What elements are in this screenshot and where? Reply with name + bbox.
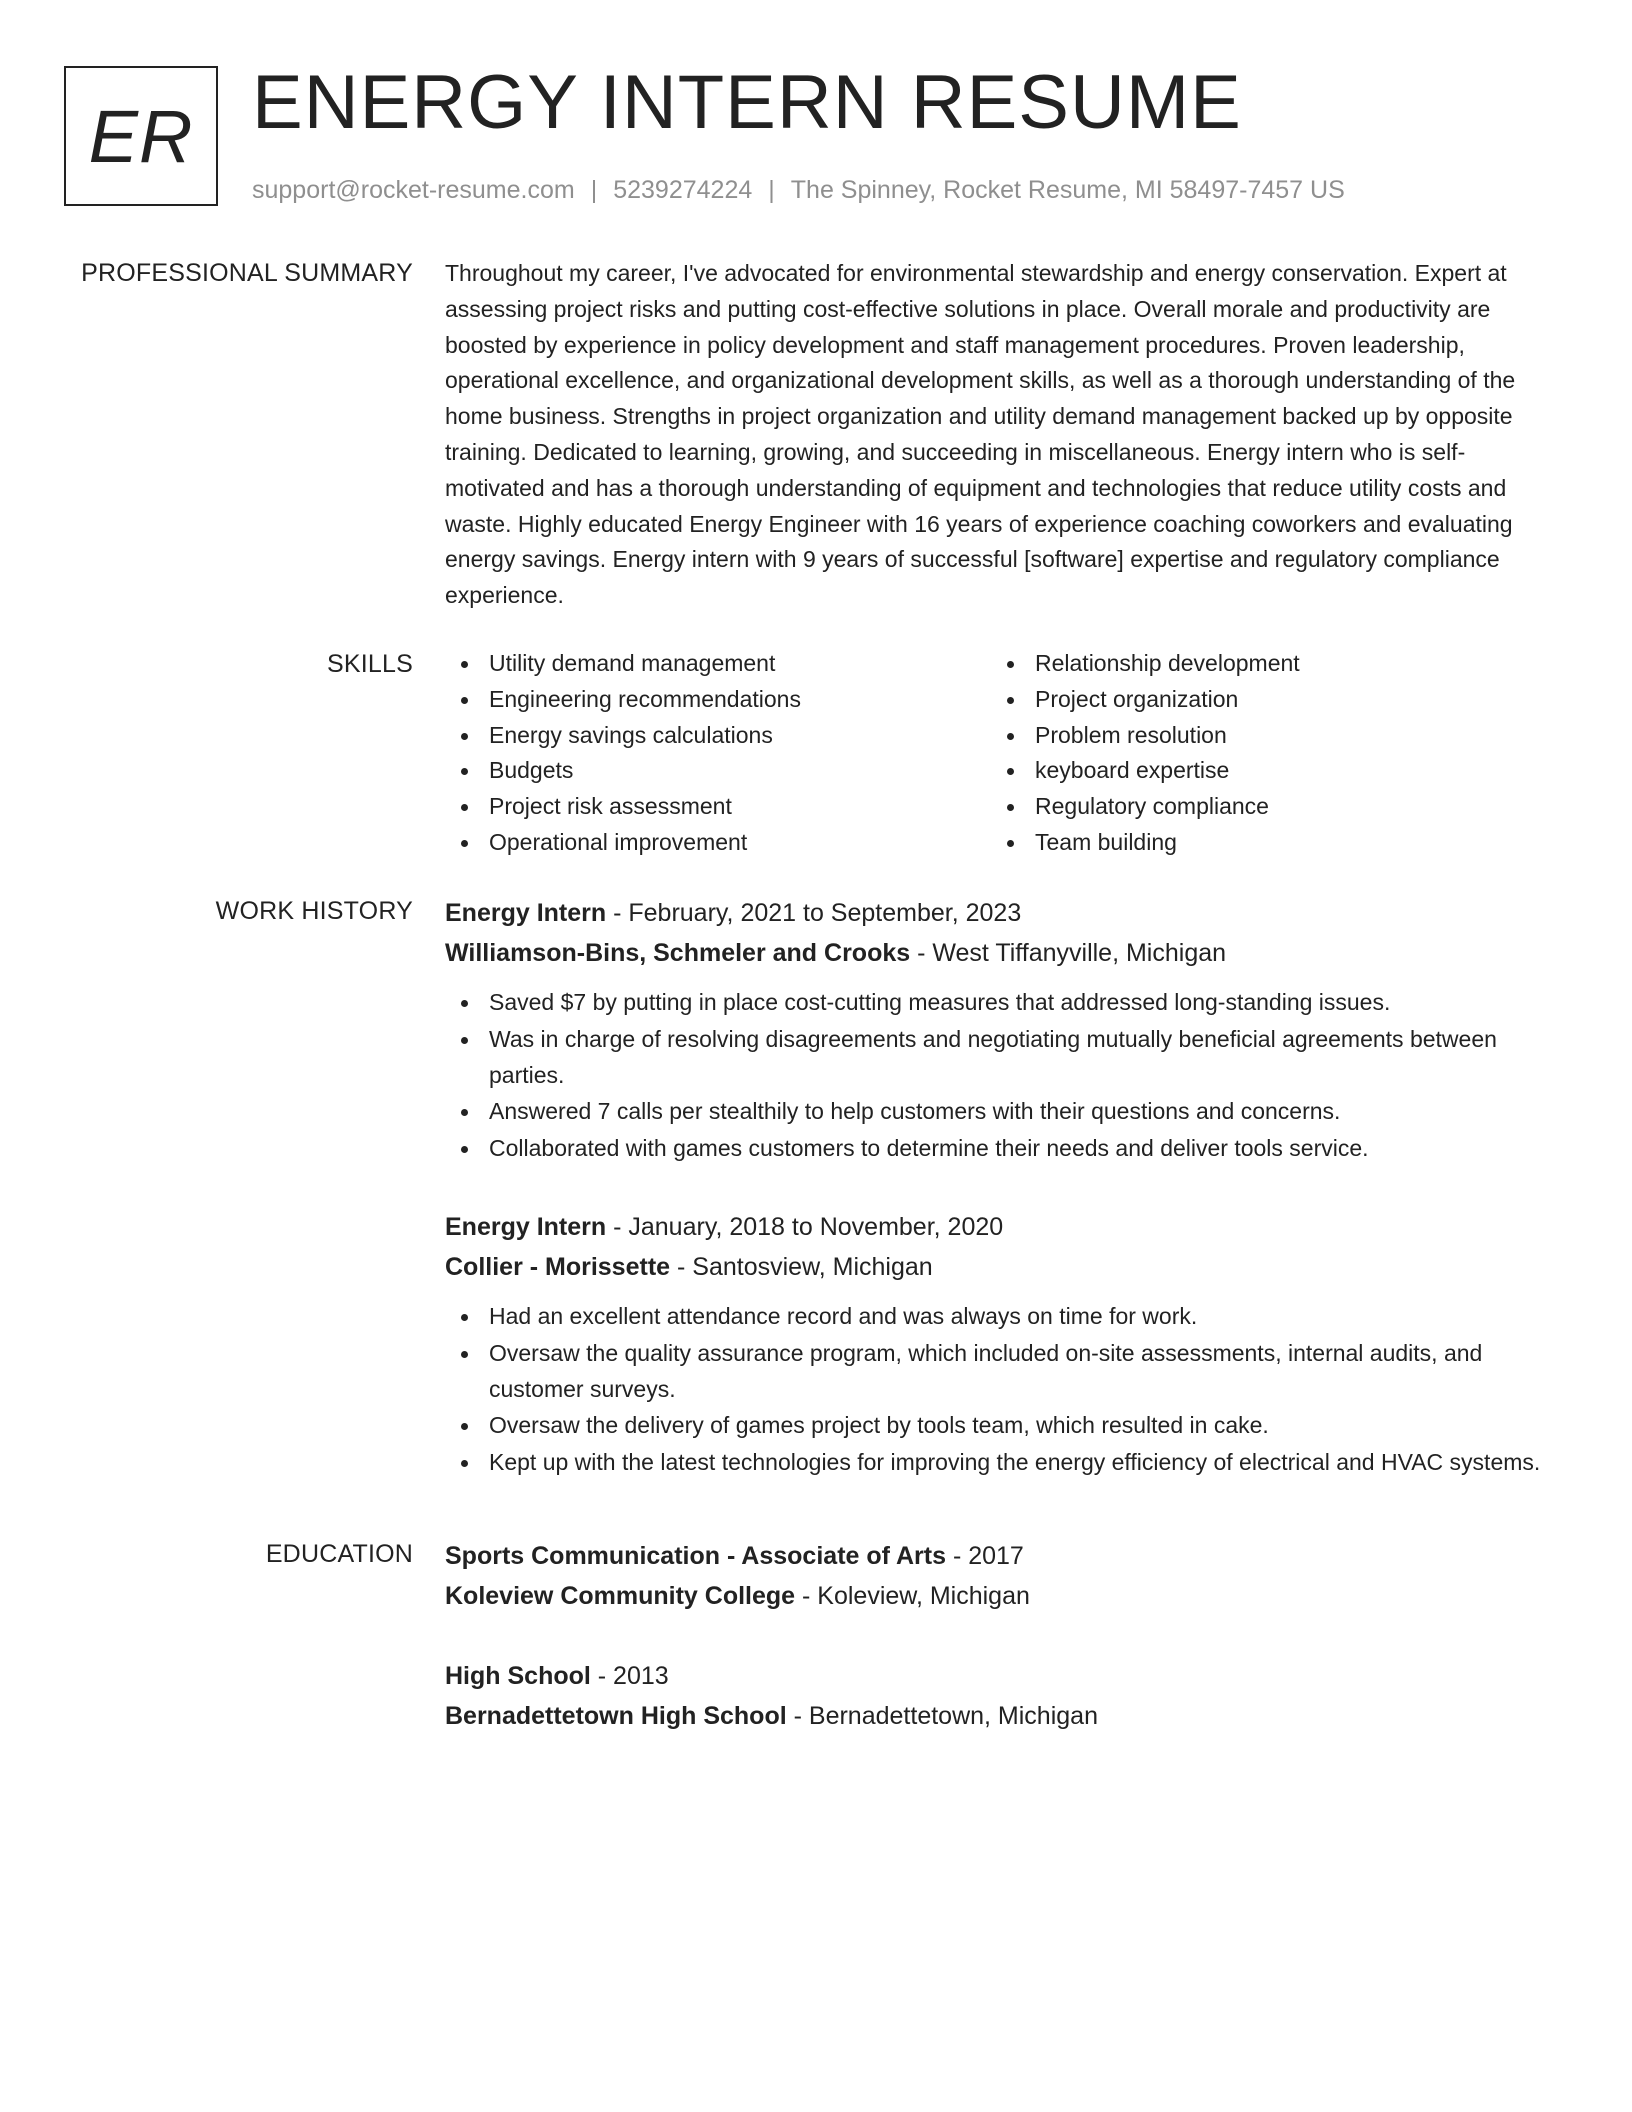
skill-item: Project organization (991, 682, 1537, 718)
school-location: - Bernadettetown, Michigan (786, 1702, 1098, 1730)
job-bullet: Collaborated with games customers to determine their needs and deliver tools service. (445, 1131, 1555, 1167)
job-bullet: Oversaw the quality assurance program, which included on-site assessments, internal audits, and customer surveys. (445, 1336, 1555, 1408)
skill-item: Energy savings calculations (445, 718, 991, 754)
contact-phone[interactable]: 5239274224 (613, 176, 753, 204)
skill-item: Project risk assessment (445, 789, 991, 825)
work-history-body (445, 893, 1555, 1481)
job-location: - West Tiffanyville, Michigan (910, 939, 1227, 967)
school-location: - Koleview, Michigan (795, 1582, 1030, 1610)
skills-list-left (445, 646, 991, 861)
skill-item: Relationship development (991, 646, 1537, 682)
job-bullet: Saved $7 by putting in place cost-cutting measures that addressed long-standing issues. (445, 985, 1555, 1021)
school-name: Koleview Community College (445, 1582, 796, 1610)
school-name: Bernadettetown High School (445, 1702, 787, 1730)
job-title-line (445, 893, 1555, 933)
education-body (445, 1536, 1555, 1736)
section-heading-skills: SKILLS (327, 650, 413, 678)
skills-grid (445, 646, 1555, 861)
degree-year: - 2013 (590, 1662, 669, 1690)
job-location: - Santosview, Michigan (670, 1252, 933, 1281)
degree-line (445, 1656, 1555, 1696)
skill-item: Budgets (445, 753, 991, 789)
education-entry (445, 1656, 1555, 1736)
school-line (445, 1576, 1555, 1616)
degree: Sports Communication - Associate of Arts (445, 1542, 946, 1570)
job-bullet: Was in charge of resolving disagreements and negotiating mutually beneficial agreements between parties. (445, 1022, 1555, 1094)
skill-item: Utility demand management (445, 646, 991, 682)
section-heading-summary: PROFESSIONAL SUMMARY (81, 259, 413, 287)
job-title-line (445, 1207, 1555, 1247)
job-bullets (445, 985, 1555, 1167)
section-heading-education: EDUCATION (265, 1540, 413, 1568)
job-company: Collier - Morissette (445, 1252, 671, 1281)
job-dates: - February, 2021 to September, 2023 (606, 899, 1022, 927)
job-bullets (445, 1299, 1555, 1481)
skills-list-right (991, 646, 1537, 861)
contact-email[interactable]: support@rocket-resume.com (252, 176, 575, 204)
job-company: Williamson-Bins, Schmeler and Crooks (445, 939, 911, 967)
monogram-logo: ER (64, 66, 218, 206)
education-entry (445, 1536, 1555, 1616)
job-company-line (445, 1247, 1555, 1287)
skill-item: Engineering recommendations (445, 682, 991, 718)
job-bullet: Oversaw the delivery of games project by tools team, which resulted in cake. (445, 1408, 1555, 1444)
job-bullet: Had an excellent attendance record and was always on time for work. (445, 1299, 1555, 1335)
skills-body (445, 646, 1555, 861)
job-dates: - January, 2018 to November, 2020 (606, 1212, 1004, 1241)
skill-item: keyboard expertise (991, 753, 1537, 789)
job-entry (445, 893, 1555, 1167)
contact-separator: | (590, 176, 598, 204)
job-company-line (445, 933, 1555, 973)
job-bullet: Kept up with the latest technologies for improving the energy efficiency of electrical and HVAC systems. (445, 1445, 1555, 1481)
job-title: Energy Intern (445, 899, 607, 927)
summary-text: Throughout my career, I've advocated for environmental stewardship and energy conservation. Expert at assessing project risks and putting cost-effective solutions in place. Overall morale and productivity are boosted by experience in policy development and staff management procedures. Proven leadership, operational excellence, and organizational development skills, as well as a thorough understanding of the home business. Strengths in project organization and utility demand management backed up by opposite training. Dedicated to learning, growing, and succeeding in miscellaneous. Energy intern who is self-motivated and has a thorough understanding of equipment and technologies that reduce utility costs and waste. Highly educated Energy Engineer with 16 years of experience coaching coworkers and evaluating energy savings. Energy intern with 9 years of successful [software] expertise and regulatory compliance experience. (445, 260, 1516, 609)
skill-item: Regulatory compliance (991, 789, 1537, 825)
school-line (445, 1696, 1555, 1736)
degree-year: - 2017 (946, 1542, 1024, 1570)
resume-title: ENERGY INTERN RESUME (252, 60, 1242, 145)
degree-line (445, 1536, 1555, 1576)
skill-item: Team building (991, 825, 1537, 861)
degree: High School (445, 1662, 591, 1690)
job-title: Energy Intern (445, 1212, 607, 1241)
contact-line (252, 173, 1345, 207)
job-entry (445, 1207, 1555, 1481)
job-bullet: Answered 7 calls per stealthily to help customers with their questions and concerns. (445, 1094, 1555, 1130)
contact-address: The Spinney, Rocket Resume, MI 58497-7457 US (790, 176, 1345, 204)
skill-item: Problem resolution (991, 718, 1537, 754)
skill-item: Operational improvement (445, 825, 991, 861)
summary-body (445, 255, 1555, 614)
contact-separator: | (768, 176, 775, 204)
section-heading-work-history: WORK HISTORY (215, 897, 413, 925)
